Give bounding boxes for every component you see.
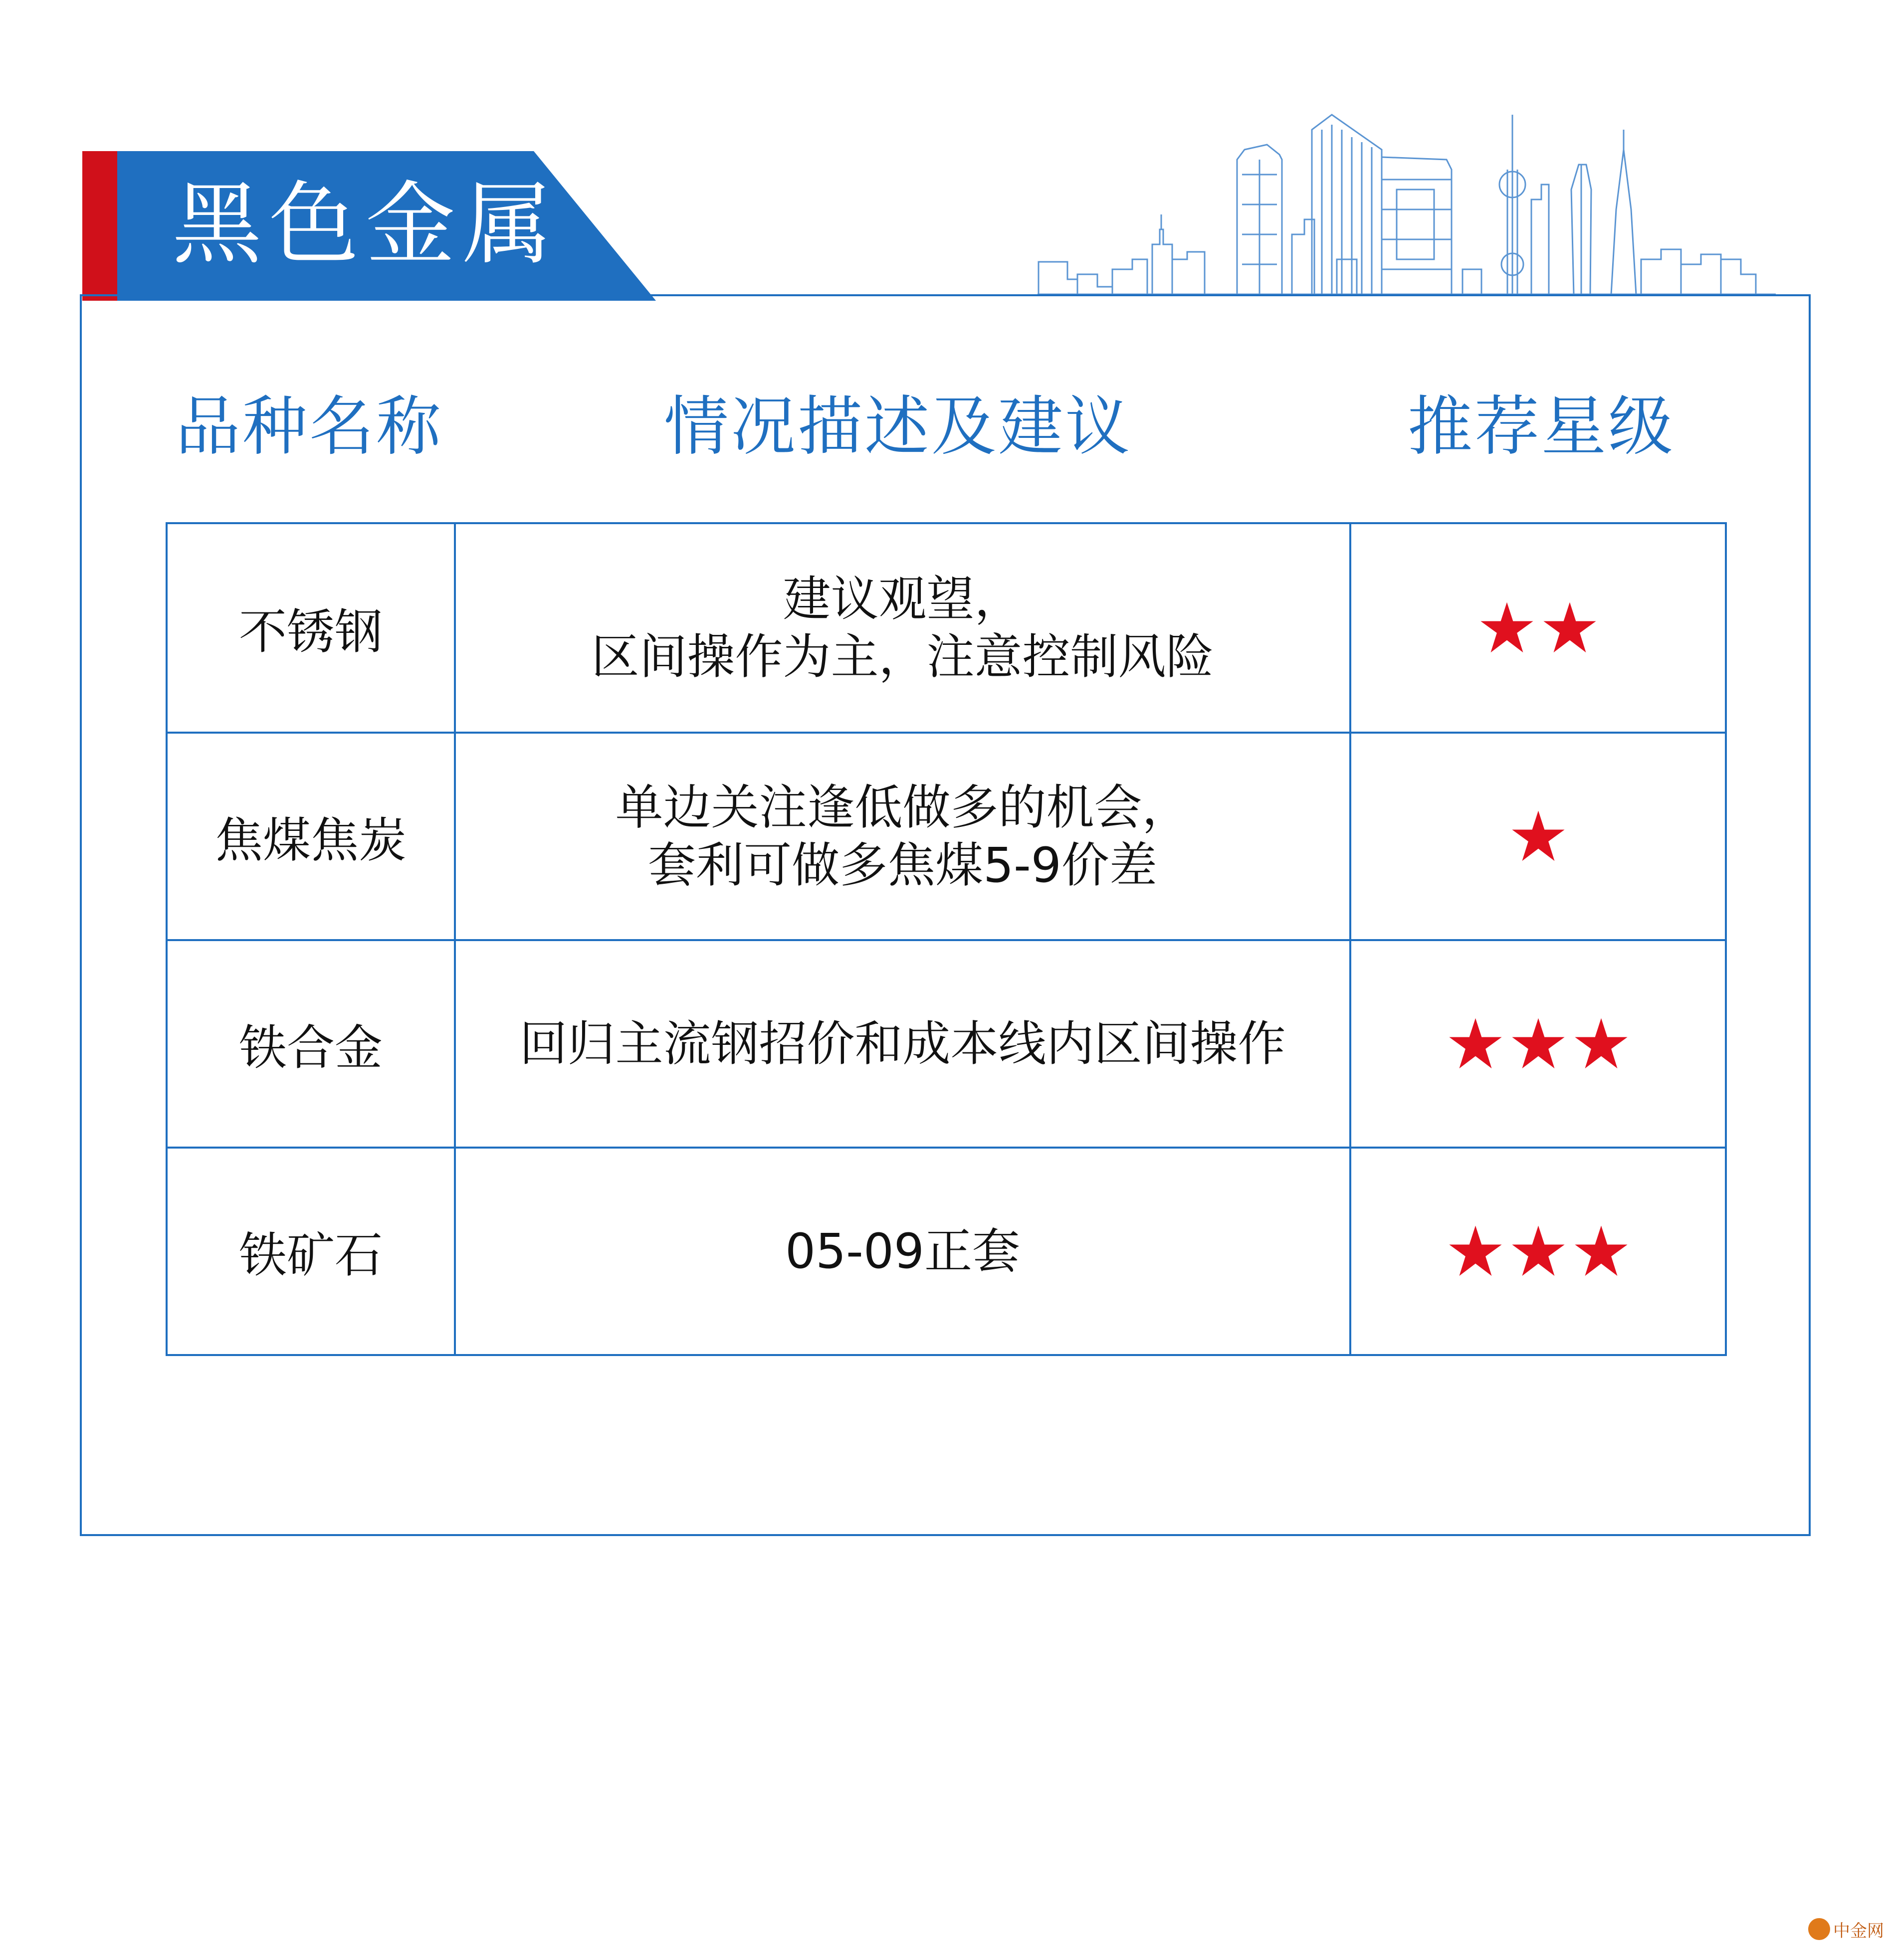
description-line: 套利可做多焦煤5-9价差 [648, 837, 1157, 893]
star-row [1448, 1016, 1629, 1072]
description-line: 05-09正套 [785, 1223, 1020, 1279]
product-description [456, 941, 1351, 1147]
table-row [168, 1147, 1725, 1354]
column-heading-rating: 推荐星级 [1407, 389, 1675, 464]
section-header-tab [82, 151, 656, 301]
table-row [168, 939, 1725, 1147]
product-description [456, 524, 1351, 732]
star-row [1479, 600, 1598, 656]
star-icon [1573, 1223, 1629, 1279]
column-heading-name: 品种名称 [175, 389, 443, 464]
star-icon [1448, 1016, 1503, 1072]
header-red-accent [82, 151, 117, 301]
star-icon [1573, 1016, 1629, 1072]
product-name: 铁矿石 [168, 1149, 456, 1354]
star-row [1510, 808, 1566, 864]
star-rating [1351, 524, 1725, 732]
star-icon [1510, 808, 1566, 864]
logo-circle-icon [1808, 1918, 1830, 1940]
recommendation-table [166, 522, 1727, 1356]
watermark [1808, 1910, 1883, 1950]
watermark-text: 中金网 [1833, 1921, 1884, 1941]
product-name: 焦煤焦炭 [168, 734, 456, 939]
column-heading-description: 情况描述及建议 [663, 389, 1132, 464]
description-line: 建议观望， [783, 571, 1023, 627]
city-skyline-illustration [1033, 110, 1781, 299]
description-line: 单边关注逢低做多的机会， [615, 780, 1190, 835]
star-row [1448, 1223, 1629, 1279]
table-row [168, 524, 1725, 732]
star-rating [1351, 941, 1725, 1147]
star-icon [1448, 1223, 1503, 1279]
star-icon [1479, 600, 1535, 656]
star-icon [1542, 600, 1598, 656]
star-icon [1510, 1016, 1566, 1072]
product-name: 铁合金 [168, 941, 456, 1147]
table-row [168, 732, 1725, 939]
section-title: 黑色金属 [172, 173, 560, 277]
product-description [456, 734, 1351, 939]
star-icon [1510, 1223, 1566, 1279]
product-name: 不锈钢 [168, 524, 456, 732]
star-rating [1351, 734, 1725, 939]
star-rating [1351, 1149, 1725, 1354]
product-description [456, 1149, 1351, 1354]
description-line: 回归主流钢招价和成本线内区间操作 [519, 1016, 1286, 1072]
description-line: 区间操作为主，注意控制风险 [591, 629, 1214, 685]
